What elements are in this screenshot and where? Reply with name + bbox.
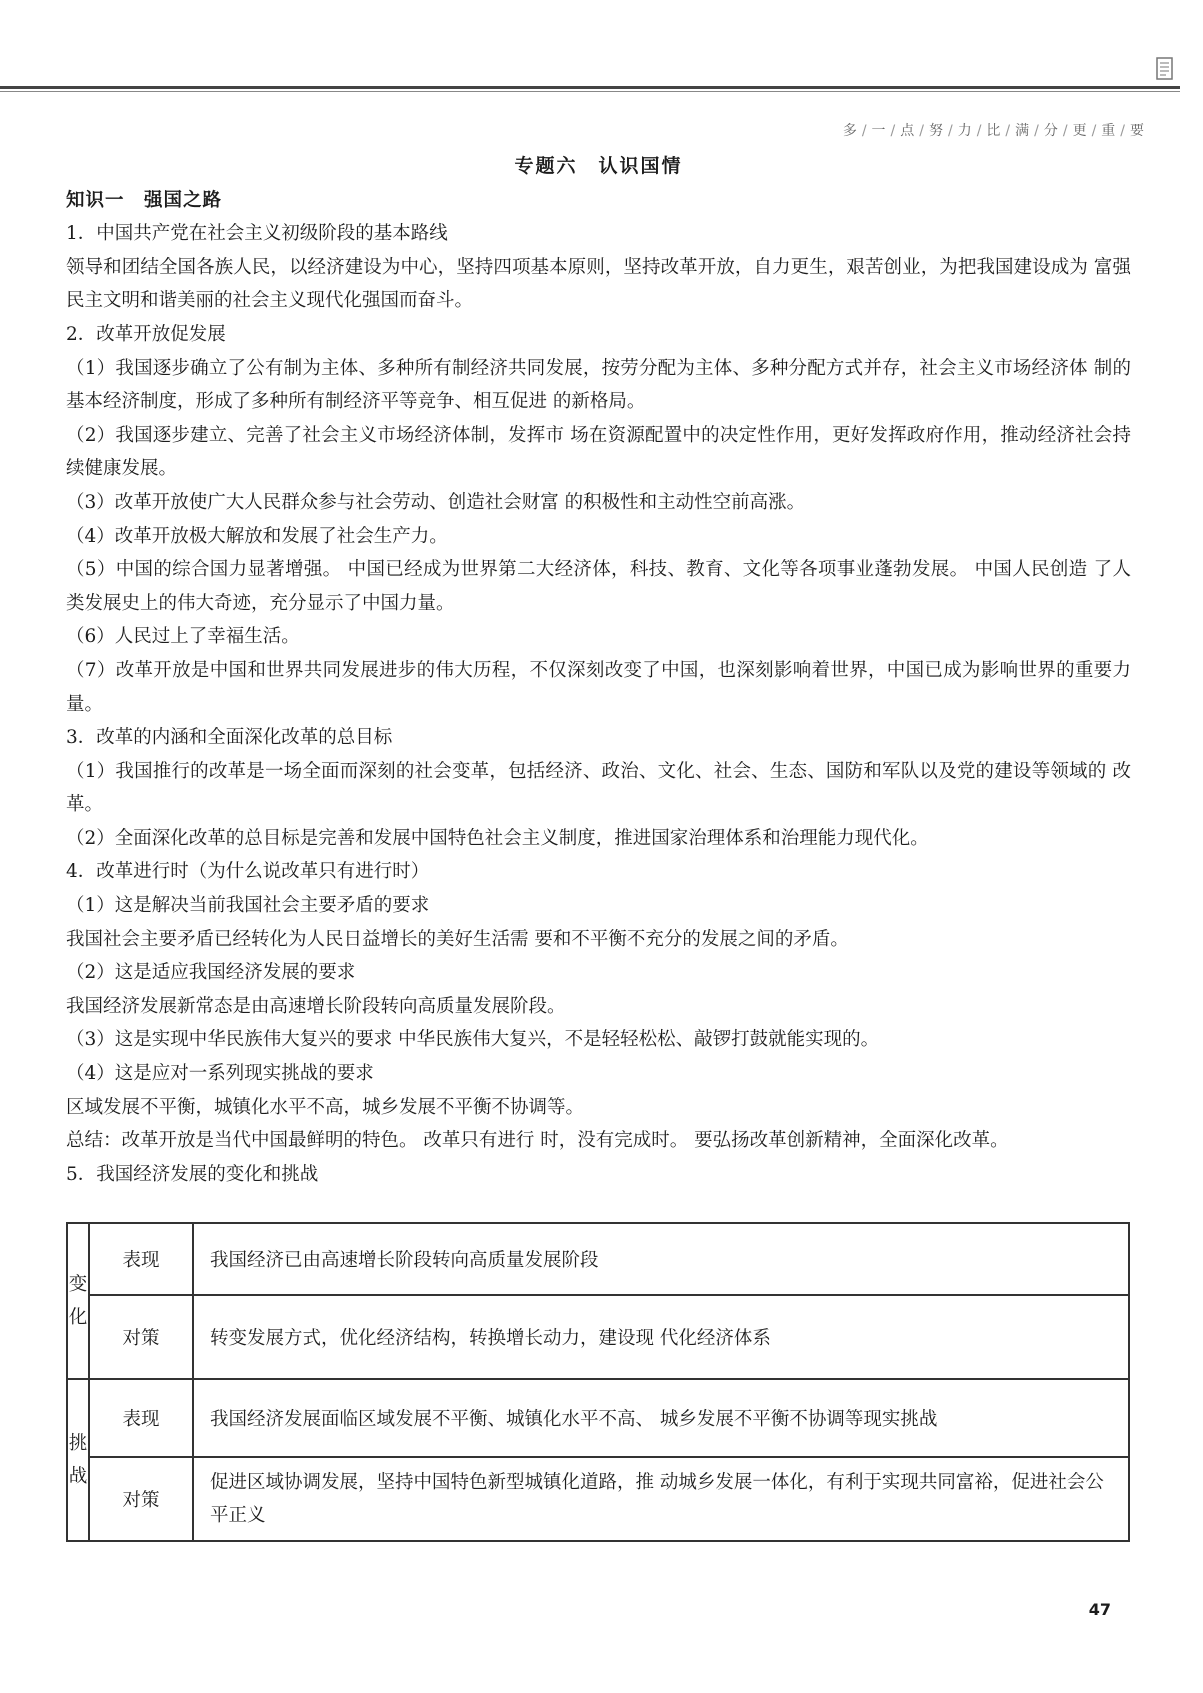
text-line: （3）这是实现中华民族伟大复兴的要求 中华民族伟大复兴，不是轻轻松松、敲锣打鼓就能实现的。	[66, 1029, 880, 1051]
header-rule	[0, 86, 1180, 89]
economy-change-table	[66, 1222, 1130, 1542]
document-body	[66, 150, 1131, 1191]
table-row	[67, 1379, 1129, 1457]
text-line: （1）我国逐步确立了公有制为主体、多种所有制经济共同发展，按劳分配为主体、多种分配方式并存，社会主义市场经济体 制的基本经济制度，形成了多种所有制经济平等竞争、相互促进 的新格局。	[66, 357, 1131, 413]
text-line: （1）我国推行的改革是一场全面而深刻的社会变革，包括经济、政治、文化、社会、生态、国防和军队以及党的建设等领域的 改革。	[66, 760, 1131, 816]
slogan-char: 满	[1015, 123, 1031, 139]
table-label: 对策	[89, 1457, 193, 1541]
text-line: 2．改革开放促发展	[66, 323, 226, 345]
table-row	[67, 1457, 1129, 1541]
table-category: 挑战	[67, 1379, 89, 1541]
text-line: （3）改革开放使广大人民群众参与社会劳动、创造社会财富 的积极性和主动性空前高涨。	[66, 491, 806, 513]
section-heading: 知识一 强国之路	[66, 189, 223, 211]
text-line: （5）中国的综合国力显著增强。 中国已经成为世界第二大经济体，科技、教育、文化等各项事业蓬勃发展。 中国人民创造 了人类发展史上的伟大奇迹，充分显示了中国力量。	[66, 559, 1131, 614]
text-line: （4）改革开放极大解放和发展了社会生产力。	[66, 525, 448, 547]
slogan-char: 一	[871, 123, 887, 139]
slogan-char: 重	[1101, 123, 1117, 139]
table-cell: 转变发展方式，优化经济结构，转换增长动力，建设现 代化经济体系	[193, 1295, 1129, 1379]
page-number: 47	[1088, 1600, 1111, 1619]
table-label: 表现	[89, 1223, 193, 1295]
slogan-char: 点	[900, 123, 916, 139]
header-rule-thin	[0, 91, 1180, 92]
table-row	[67, 1295, 1129, 1379]
text-line: 区域发展不平衡，城镇化水平不高，城乡发展不平衡不协调等。	[66, 1096, 585, 1118]
table-category: 变化	[67, 1223, 89, 1379]
table-cell: 我国经济已由高速增长阶段转向高质量发展阶段	[193, 1223, 1129, 1295]
text-line: 1．中国共产党在社会主义初级阶段的基本路线	[66, 223, 448, 245]
text-line: 4．改革进行时（为什么说改革只有进行时）	[66, 861, 430, 883]
slogan-char: 分	[1043, 123, 1059, 139]
slogan-char: 更	[1072, 123, 1088, 139]
text-line: （2）这是适应我国经济发展的要求	[66, 962, 356, 984]
text-line: （2）我国逐步建立、完善了社会主义市场经济体制，发挥市 场在资源配置中的决定性作用，更好发挥政府作用，推动经济社会持续健康发展。	[66, 424, 1131, 480]
text-line: （2）全面深化改革的总目标是完善和发展中国特色社会主义制度，推进国家治理体系和治理能力现代化。	[66, 827, 929, 849]
slogan-char: 要	[1130, 123, 1145, 139]
text-line: 领导和团结全国各族人民，以经济建设为中心，坚持四项基本原则，坚持改革开放，自力更生，艰苦创业，为把我国建设成为 富强民主文明和谐美丽的社会主义现代化强国而奋斗。	[66, 256, 1131, 312]
text-line: 我国社会主要矛盾已经转化为人民日益增长的美好生活需 要和不平衡不充分的发展之间的矛盾。	[66, 928, 849, 950]
table-cell: 促进区域协调发展，坚持中国特色新型城镇化道路，推 动城乡发展一体化，有利于实现共同富裕，促进社会公平正义	[193, 1457, 1129, 1541]
text-line: 3．改革的内涵和全面深化改革的总目标	[66, 727, 393, 749]
text-line: 总结：改革开放是当代中国最鲜明的特色。 改革只有进行 时，没有完成时。 要弘扬改革创新精神，全面深化改革。	[66, 1130, 1009, 1152]
text-line: （1）这是解决当前我国社会主要矛盾的要求	[66, 895, 430, 917]
table-label: 对策	[89, 1295, 193, 1379]
table-cell: 我国经济发展面临区域发展不平衡、城镇化水平不高、 城乡发展不平衡不协调等现实挑战	[193, 1379, 1129, 1457]
text-line: 我国经济发展新常态是由高速增长阶段转向高质量发展阶段。	[66, 995, 566, 1017]
slogan-char: 比	[986, 123, 1002, 139]
slogan-char: 多	[842, 123, 858, 139]
text-line: （6）人民过上了幸福生活。	[66, 626, 300, 648]
text-line: （7）改革开放是中国和世界共同发展进步的伟大历程，不仅深刻改变了中国，也深刻影响着世界，中国已成为影响世界的重要力量。	[66, 659, 1131, 715]
text-line: （4）这是应对一系列现实挑战的要求	[66, 1063, 374, 1085]
document-scroll-icon	[1155, 56, 1175, 82]
text-line: 5．我国经济发展的变化和挑战	[66, 1163, 319, 1185]
header-slogan: 多 / 一 / 点 / 努 / 力 / 比 / 满 / 分 / 更 / 重 / 要	[839, 120, 1149, 140]
table-row	[67, 1223, 1129, 1295]
page-title: 专题六 认识国情	[514, 155, 683, 177]
table-label: 表现	[89, 1379, 193, 1457]
page-header	[0, 58, 1203, 139]
slogan-char: 努	[928, 123, 944, 139]
slogan-char: 力	[957, 123, 973, 139]
